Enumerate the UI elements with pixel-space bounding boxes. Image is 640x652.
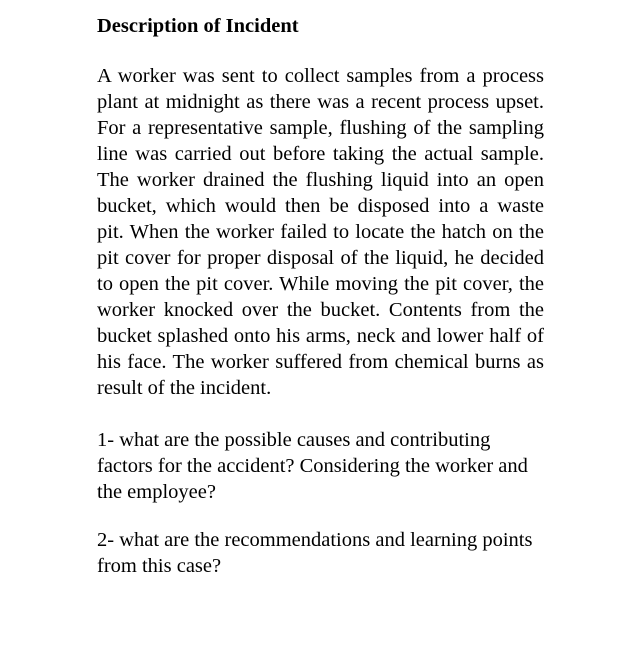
question-2: 2- what are the recommendations and learning points from this case? bbox=[97, 529, 533, 577]
incident-description: A worker was sent to collect samples from a process plant at midnight as there was a recent process upset. For a representative sample, flushing of the sampling line was carried out before taking the actual sample. The worker drained the flushing liquid into an open bucket, which would then be disposed into a waste pit. When the worker failed to locate the hatch on the pit cover for proper disposal of the liquid, he decided to open the pit cover. While moving the pit cover, the worker knocked over the bucket. Contents from the bucket splashed onto his arms, neck and lower half of his face. The worker suffered from chemical burns as result of the incident. bbox=[97, 65, 544, 399]
question-1: 1- what are the possible causes and contributing factors for the accident? Considering the worker and the employee? bbox=[97, 429, 528, 503]
incident-heading: Description of Incident bbox=[97, 15, 299, 37]
document bbox=[97, 12, 544, 601]
